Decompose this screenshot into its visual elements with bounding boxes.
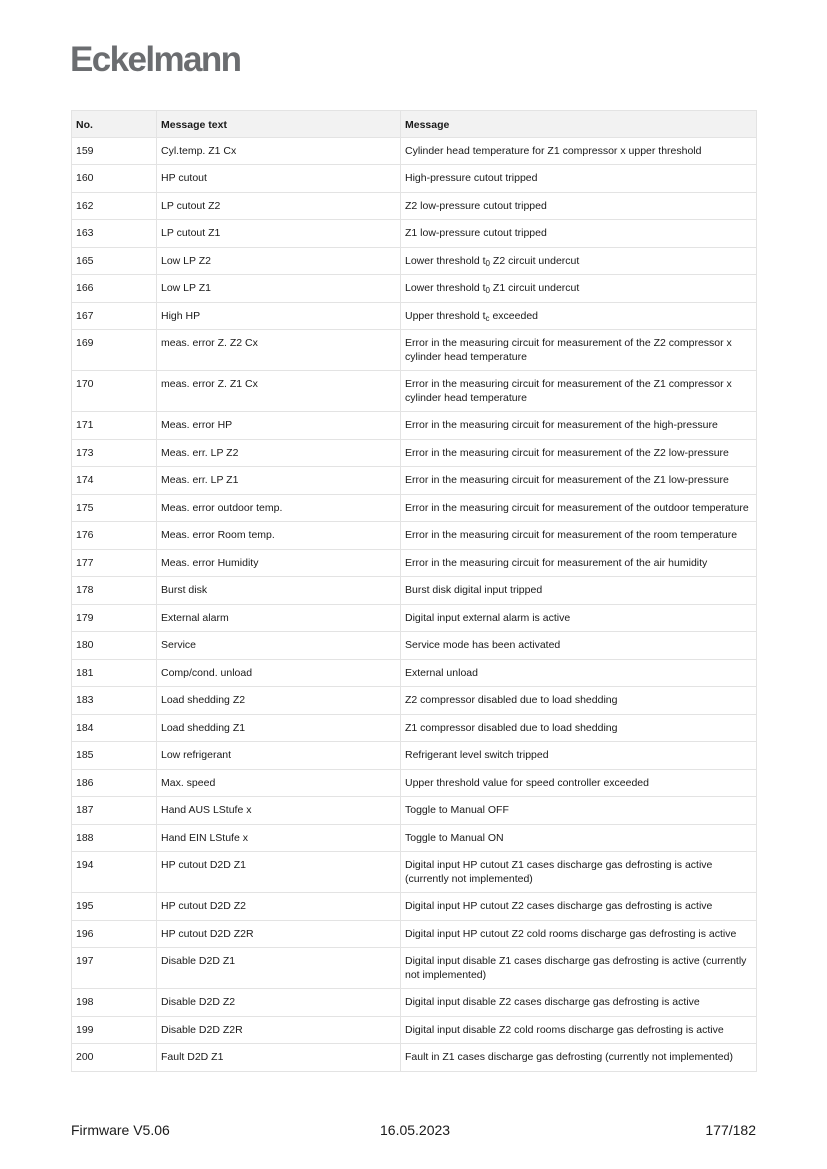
footer-firmware: Firmware V5.06	[71, 1122, 170, 1138]
table-row	[72, 604, 757, 632]
cell-message: Lower threshold $t_0$ Z2 circuit undercut	[401, 247, 757, 275]
cell-message: Digital input disable Z2 cold rooms discharge gas defrosting is active	[401, 1016, 757, 1044]
cell-message: Toggle to Manual OFF	[401, 797, 757, 825]
cell-message-text: Disable D2D Z1	[157, 948, 401, 989]
cell-message-text: High HP	[157, 302, 401, 330]
cell-message-text: Service	[157, 632, 401, 660]
cell-number: 188	[72, 824, 157, 852]
cell-message-text: HP cutout D2D Z1	[157, 852, 401, 893]
cell-message-text: HP cutout	[157, 165, 401, 193]
table-row	[72, 330, 757, 371]
table-row	[72, 137, 757, 165]
cell-message: Digital input HP cutout Z2 cold rooms discharge gas defrosting is active	[401, 920, 757, 948]
cell-message: Z2 compressor disabled due to load shedding	[401, 687, 757, 715]
table-row	[72, 948, 757, 989]
cell-number: 177	[72, 549, 157, 577]
table-row	[72, 769, 757, 797]
cell-message-text: Load shedding Z2	[157, 687, 401, 715]
cell-message-text: Hand EIN LStufe x	[157, 824, 401, 852]
table-row	[72, 824, 757, 852]
cell-message: Error in the measuring circuit for measurement of the high-pressure	[401, 412, 757, 440]
cell-number: 170	[72, 371, 157, 412]
cell-message: Digital input disable Z1 cases discharge gas defrosting is active (currently not implemented)	[401, 948, 757, 989]
table-row	[72, 659, 757, 687]
cell-message: Digital input external alarm is active	[401, 604, 757, 632]
cell-number: 171	[72, 412, 157, 440]
cell-message: Error in the measuring circuit for measurement of the Z2 compressor x cylinder head temperature	[401, 330, 757, 371]
table-header-row	[72, 111, 757, 138]
cell-message: Error in the measuring circuit for measurement of the Z1 low-pressure	[401, 467, 757, 495]
cell-message: Error in the measuring circuit for measurement of the Z2 low-pressure	[401, 439, 757, 467]
column-header-message: Message	[401, 111, 757, 138]
table-row	[72, 893, 757, 921]
table-row	[72, 577, 757, 605]
footer-page-number: 177/182	[705, 1122, 756, 1138]
cell-message: High-pressure cutout tripped	[401, 165, 757, 193]
table-row	[72, 192, 757, 220]
cell-number: 183	[72, 687, 157, 715]
cell-message: Refrigerant level switch tripped	[401, 742, 757, 770]
cell-message-text: External alarm	[157, 604, 401, 632]
table-row	[72, 632, 757, 660]
table-row	[72, 1016, 757, 1044]
table-row	[72, 742, 757, 770]
table-row	[72, 989, 757, 1017]
cell-message: Z1 low-pressure cutout tripped	[401, 220, 757, 248]
table-row	[72, 852, 757, 893]
table-row	[72, 549, 757, 577]
table-row	[72, 687, 757, 715]
cell-message: Fault in Z1 cases discharge gas defrosting (currently not implemented)	[401, 1044, 757, 1072]
cell-number: 165	[72, 247, 157, 275]
cell-message-text: HP cutout D2D Z2	[157, 893, 401, 921]
cell-message-text: Hand AUS LStufe x	[157, 797, 401, 825]
cell-number: 185	[72, 742, 157, 770]
cell-message: Digital input HP cutout Z1 cases discharge gas defrosting is active (currently not implemented)	[401, 852, 757, 893]
table-row	[72, 302, 757, 330]
table-row	[72, 522, 757, 550]
cell-message: Error in the measuring circuit for measurement of the room temperature	[401, 522, 757, 550]
cell-number: 194	[72, 852, 157, 893]
cell-message-text: HP cutout D2D Z2R	[157, 920, 401, 948]
table-row	[72, 247, 757, 275]
cell-message-text: LP cutout Z2	[157, 192, 401, 220]
cell-message: Upper threshold $t_c$ exceeded	[401, 302, 757, 330]
cell-message-text: Cyl.temp. Z1 Cx	[157, 137, 401, 165]
cell-number: 178	[72, 577, 157, 605]
footer-date: 16.05.2023	[380, 1122, 451, 1138]
table-row	[72, 371, 757, 412]
cell-message-text: Fault D2D Z1	[157, 1044, 401, 1072]
cell-message: Burst disk digital input tripped	[401, 577, 757, 605]
cell-number: 179	[72, 604, 157, 632]
table-row	[72, 275, 757, 303]
cell-message-text: Max. speed	[157, 769, 401, 797]
cell-number: 196	[72, 920, 157, 948]
cell-message: Z2 low-pressure cutout tripped	[401, 192, 757, 220]
cell-message-text: Meas. error Room temp.	[157, 522, 401, 550]
cell-message: Z1 compressor disabled due to load shedding	[401, 714, 757, 742]
table-row	[72, 1044, 757, 1072]
cell-message-text: meas. error Z. Z2 Cx	[157, 330, 401, 371]
cell-number: 174	[72, 467, 157, 495]
table-row	[72, 220, 757, 248]
message-table	[71, 110, 757, 1072]
cell-message-text: Disable D2D Z2	[157, 989, 401, 1017]
cell-message-text: LP cutout Z1	[157, 220, 401, 248]
cell-message-text: meas. error Z. Z1 Cx	[157, 371, 401, 412]
column-header-message-text: Message text	[157, 111, 401, 138]
cell-number: 195	[72, 893, 157, 921]
cell-number: 162	[72, 192, 157, 220]
cell-message: Error in the measuring circuit for measurement of the air humidity	[401, 549, 757, 577]
cell-message: Toggle to Manual ON	[401, 824, 757, 852]
cell-message: Cylinder head temperature for Z1 compressor x upper threshold	[401, 137, 757, 165]
cell-number: 199	[72, 1016, 157, 1044]
cell-message-text: Low refrigerant	[157, 742, 401, 770]
cell-number: 175	[72, 494, 157, 522]
eckelmann-logo: Eckelmann	[70, 40, 241, 79]
cell-number: 167	[72, 302, 157, 330]
table-row	[72, 494, 757, 522]
cell-number: 198	[72, 989, 157, 1017]
cell-message: External unload	[401, 659, 757, 687]
cell-number: 176	[72, 522, 157, 550]
cell-number: 169	[72, 330, 157, 371]
cell-message-text: Disable D2D Z2R	[157, 1016, 401, 1044]
cell-message: Digital input HP cutout Z2 cases discharge gas defrosting is active	[401, 893, 757, 921]
cell-message-text: Meas. error Humidity	[157, 549, 401, 577]
cell-number: 187	[72, 797, 157, 825]
table-row	[72, 439, 757, 467]
cell-message-text: Comp/cond. unload	[157, 659, 401, 687]
cell-message-text: Meas. error outdoor temp.	[157, 494, 401, 522]
cell-number: 181	[72, 659, 157, 687]
cell-number: 173	[72, 439, 157, 467]
table-row	[72, 920, 757, 948]
cell-message-text: Burst disk	[157, 577, 401, 605]
cell-message-text: Meas. err. LP Z1	[157, 467, 401, 495]
column-header-no: No.	[72, 111, 157, 138]
table-row	[72, 467, 757, 495]
cell-message-text: Meas. err. LP Z2	[157, 439, 401, 467]
cell-message-text: Low LP Z2	[157, 247, 401, 275]
cell-message: Error in the measuring circuit for measurement of the Z1 compressor x cylinder head temperature	[401, 371, 757, 412]
cell-number: 197	[72, 948, 157, 989]
cell-message: Lower threshold $t_0$ Z1 circuit undercut	[401, 275, 757, 303]
cell-number: 200	[72, 1044, 157, 1072]
cell-number: 180	[72, 632, 157, 660]
table-row	[72, 412, 757, 440]
table-row	[72, 797, 757, 825]
cell-number: 186	[72, 769, 157, 797]
cell-number: 163	[72, 220, 157, 248]
cell-number: 160	[72, 165, 157, 193]
cell-message: Upper threshold value for speed controller exceeded	[401, 769, 757, 797]
cell-number: 159	[72, 137, 157, 165]
table-row	[72, 165, 757, 193]
cell-number: 184	[72, 714, 157, 742]
cell-number: 166	[72, 275, 157, 303]
cell-message: Service mode has been activated	[401, 632, 757, 660]
cell-message-text: Load shedding Z1	[157, 714, 401, 742]
cell-message: Error in the measuring circuit for measurement of the outdoor temperature	[401, 494, 757, 522]
cell-message: Digital input disable Z2 cases discharge gas defrosting is active	[401, 989, 757, 1017]
cell-message-text: Low LP Z1	[157, 275, 401, 303]
cell-message-text: Meas. error HP	[157, 412, 401, 440]
table-row	[72, 714, 757, 742]
